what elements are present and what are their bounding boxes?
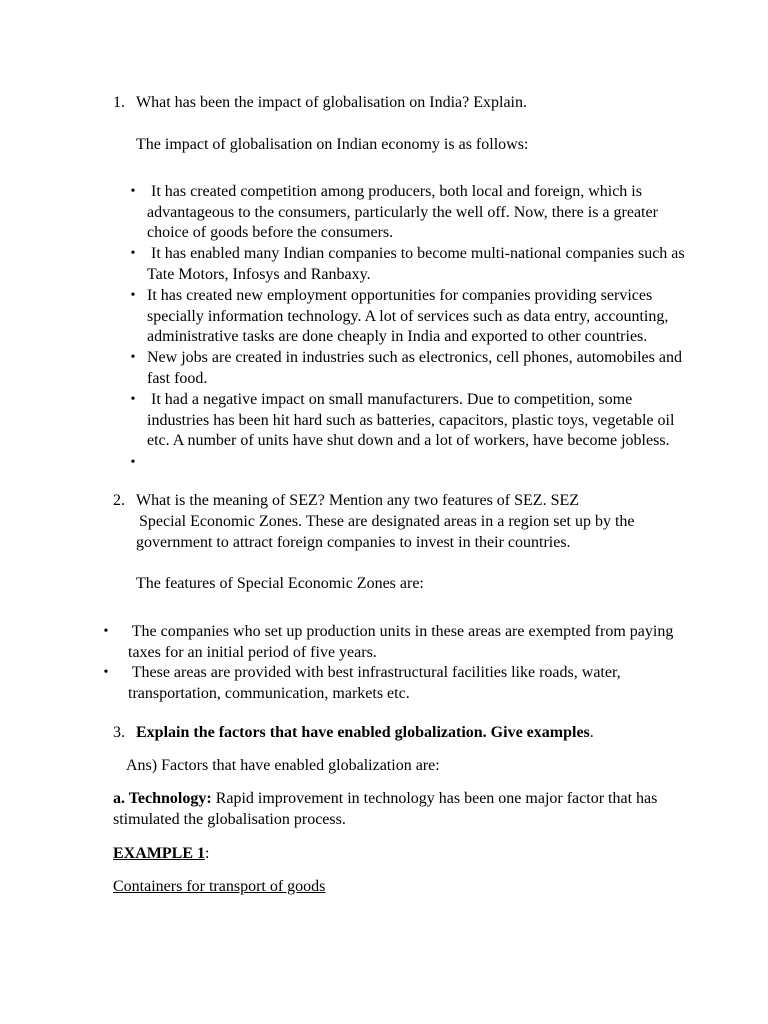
example-heading xyxy=(113,844,209,865)
question-3-ans-intro: Ans) Factors that have enabled globalization are: xyxy=(126,757,440,774)
example-title-text: Containers for transport of goods xyxy=(113,878,326,895)
list-item xyxy=(128,663,621,704)
list-item-line: New jobs are created in industries such as electronics, cell phones, automobiles and xyxy=(147,349,682,366)
bullet-marker-empty: • xyxy=(130,455,136,470)
technology-paragraph xyxy=(113,789,657,830)
list-item-line: etc. A number of units have shut down and a lot of workers, have become jobless. xyxy=(147,432,670,449)
question-2-answer-line-2: government to attract foreign companies to invest in their countries. xyxy=(136,534,571,551)
question-2-features-intro: The features of Special Economic Zones are: xyxy=(136,575,424,592)
example-colon: : xyxy=(205,845,210,862)
question-3-number: 3. xyxy=(113,724,125,741)
question-2-text: What is the meaning of SEZ? Mention any two features of SEZ. SEZ xyxy=(136,492,580,509)
bullet-marker: • xyxy=(103,665,109,680)
list-item-line: taxes for an initial period of five years. xyxy=(128,643,377,661)
bullet-marker: • xyxy=(130,184,136,199)
list-item xyxy=(147,390,674,452)
question-3-bold-text: Explain the factors that have enabled globalization. Give examples xyxy=(136,724,590,741)
technology-text-2: stimulated the globalisation process. xyxy=(113,810,346,828)
list-item xyxy=(128,622,673,663)
list-item-line: It has enabled many Indian companies to become multi-national companies such as xyxy=(147,245,685,262)
example-title xyxy=(113,877,325,898)
example-label: EXAMPLE 1 xyxy=(113,845,205,862)
list-item-line: Tate Motors, Infosys and Ranbaxy. xyxy=(147,265,371,283)
question-2-answer-line-1: Special Economic Zones. These are designated areas in a region set up by the xyxy=(139,513,635,530)
list-item-line: It had a negative impact on small manufacturers. Due to competition, some xyxy=(147,391,633,408)
bullet-marker: • xyxy=(130,246,136,261)
question-3-text xyxy=(136,723,594,744)
list-item-line: transportation, communication, markets etc. xyxy=(128,684,410,702)
list-item-line: choice of goods before the consumers. xyxy=(147,224,394,241)
list-item-line: specially information technology. A lot of services such as data entry, accounting, xyxy=(147,307,669,325)
bullet-marker: • xyxy=(130,392,136,407)
list-item-line: It has created competition among producers, both local and foreign, which is xyxy=(147,183,642,200)
question-1-intro: The impact of globalisation on Indian economy is as follows: xyxy=(136,136,529,153)
list-item xyxy=(147,286,668,348)
bullet-marker: • xyxy=(130,350,136,365)
question-2-number: 2. xyxy=(113,492,125,509)
question-3-period: . xyxy=(589,724,594,741)
technology-text-1: Rapid improvement in technology has been one major factor that has xyxy=(211,790,658,807)
question-1-text: What has been the impact of globalisation on India? Explain. xyxy=(136,94,527,111)
technology-label: a. Technology: xyxy=(113,790,212,807)
list-item-line: These areas are provided with best infrastructural facilities like roads, water, xyxy=(128,664,621,681)
list-item-line: The companies who set up production units in these areas are exempted from paying xyxy=(128,623,674,640)
list-item-line: advantageous to the consumers, particularly the well off. Now, there is a greater xyxy=(147,203,658,221)
list-item xyxy=(147,348,682,389)
list-item-line: administrative tasks are done cheaply in India and exported to other countries. xyxy=(147,328,648,345)
bullet-marker: • xyxy=(103,624,109,639)
list-item-line: fast food. xyxy=(147,369,208,387)
question-1-number: 1. xyxy=(113,94,125,111)
list-item-line: It has created new employment opportunities for companies providing services xyxy=(147,287,653,304)
list-item xyxy=(147,182,658,244)
list-item xyxy=(147,244,685,285)
bullet-marker: • xyxy=(130,288,136,303)
list-item-line: industries has been hit hard such as batteries, capacitors, plastic toys, vegetable oil xyxy=(147,411,675,429)
